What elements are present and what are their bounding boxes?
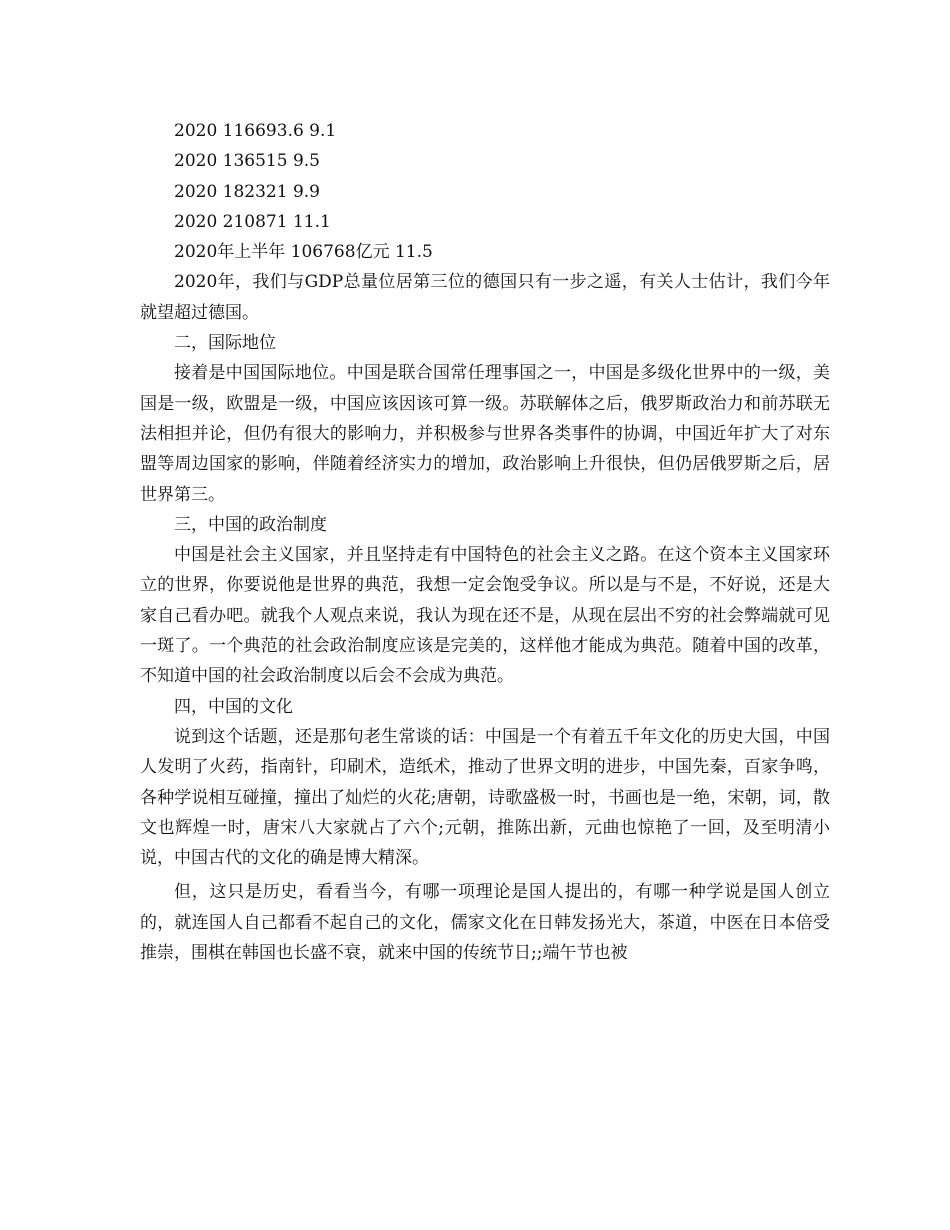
section-heading-political-system: 三，中国的政治制度 <box>174 514 327 535</box>
document-body <box>140 116 830 968</box>
section-heading-culture: 四，中国的文化 <box>174 696 293 717</box>
culture-paragraph: 说到这个话题，还是那句老生常谈的话：中国是一个有着五千年文化的历史大国，中国人发明了火药，指南针，印刷术，造纸术，推动了世界文明的进步，中国先秦，百家争鸣，各种学说相互碰撞，撞出了灿烂的火花;唐朝，诗歌盛极一时，书画也是一绝，宋朝，词，散文也辉煌一时，唐宋八大家就占了六个;元朝，推陈出新，元曲也惊艳了一回，及至明清小说，中国古代的文化的确是博大精深。 <box>140 726 830 869</box>
gdp-note-paragraph: 2020年，我们与GDP总量位居第三位的德国只有一步之遥，有关人士估计，我们今年就望超过德国。 <box>140 272 830 323</box>
culture-paragraph-continued: 但，这只是历史，看看当今，有哪一项理论是国人提出的，有哪一种学说是国人创立的，就连国人自己都看不起自己的文化，儒家文化在日韩发扬光大，茶道，中医在日本倍受推崇，围棋在韩国也长盛不衰，就来中国的传统节日;;端午节也被 <box>140 882 830 964</box>
data-row: 2020 182321 9.9 <box>174 181 321 202</box>
data-row: 2020 210871 11.1 <box>174 211 331 232</box>
section-heading-international-status: 二，国际地位 <box>174 333 276 354</box>
political-system-paragraph: 中国是社会主义国家，并且坚持走有中国特色的社会主义之路。在这个资本主义国家环立的世界，你要说他是世界的典范，我想一定会饱受争议。所以是与不是，不好说，还是大家自己看办吧。就我个人观点来说，我认为现在还不是，从现在层出不穷的社会弊端就可见一斑了。一个典范的社会政治制度应该是完美的，这样他才能成为典范。随着中国的改革，不知道中国的社会政治制度以后会不会成为典范。 <box>140 545 830 687</box>
data-row: 2020 136515 9.5 <box>174 151 321 172</box>
data-row: 2020年上半年 106768亿元 11.5 <box>174 242 433 263</box>
data-row: 2020 116693.6 9.1 <box>174 121 337 141</box>
international-status-paragraph: 接着是中国国际地位。中国是联合国常任理事国之一，中国是多级化世界中的一级，美国是一级，欧盟是一级，中国应该因该可算一级。苏联解体之后，俄罗斯政治力和前苏联无法相担并论，但仍有很大的影响力，并积极参与世界各类事件的协调，中国近年扩大了对东盟等周边国家的影响，伴随着经济实力的增加，政治影响上升很快，但仍居俄罗斯之后，居世界第三。 <box>140 363 830 505</box>
